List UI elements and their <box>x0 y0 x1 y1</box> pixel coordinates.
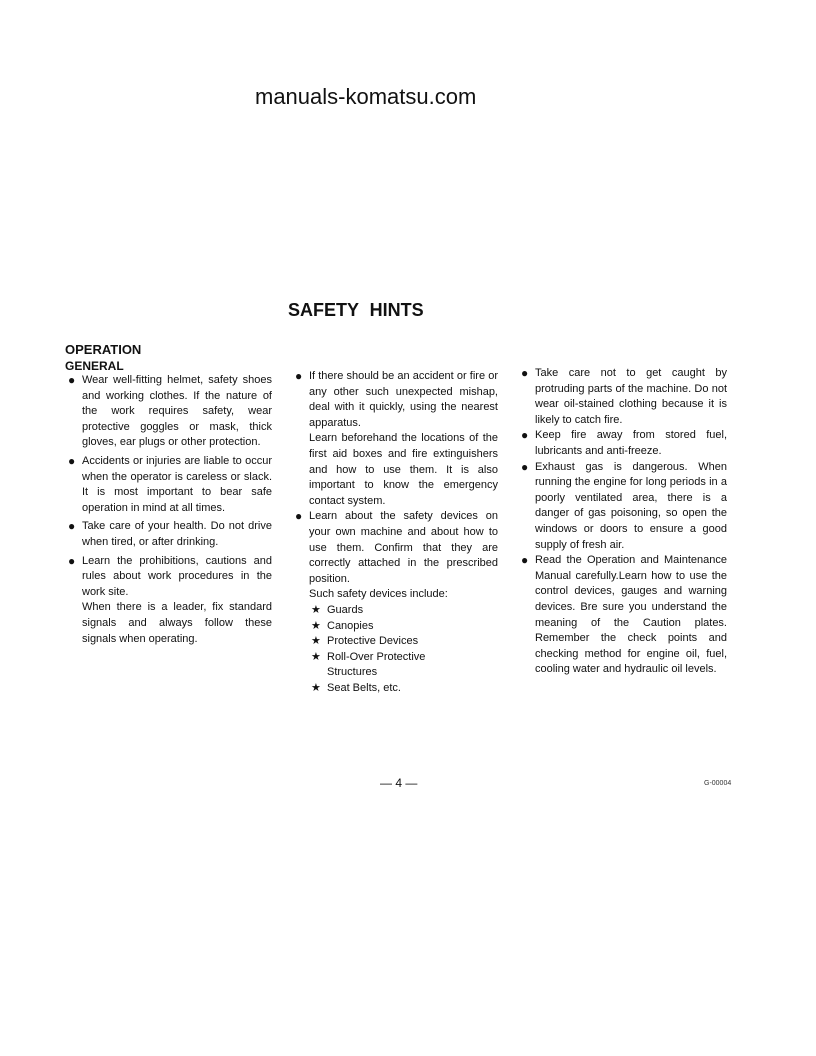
bullet-icon: ● <box>295 369 303 383</box>
list-item-continuation: Structures <box>327 666 378 679</box>
list-item: ● Learn the prohibitions, cautions and rules about work procedures in the work site. <box>68 553 272 598</box>
bullet-icon: ● <box>68 453 76 468</box>
star-icon: ★ <box>311 619 321 632</box>
paragraph: When there is a leader, fix standard signals and always follow these signals when operating. <box>82 601 272 645</box>
list-item: ● If there should be an accident or fire or any other such unexpected mishap, deal with it quickly, using the nearest apparatus. <box>295 369 498 429</box>
star-icon: ★ <box>311 650 321 663</box>
list-item: ★ Protective Devices <box>295 634 498 650</box>
list-item: ★ Roll-Over Protective <box>295 650 498 666</box>
star-icon: ★ <box>311 681 321 694</box>
list-item: ● Keep fire away from stored fuel, lubricants and anti-freeze. <box>521 428 727 457</box>
bullet-icon: ● <box>295 509 303 524</box>
list-item: ● Read the Operation and Maintenance Manual carefully.Learn how to use the control devices, gauges and warning devices. Bre sure you understand the meaning of the Caution plates. Remember the check points and checking method for engine oil, fuel, cooling water and hydraulic oil levels. <box>521 553 727 676</box>
bullet-icon: ● <box>68 553 76 568</box>
list-item: ● Take care not to get caught by protruding parts of the machine. Do not wear oil-stained clothing because it is likely to catch fire. <box>521 366 727 426</box>
bullet-icon: ● <box>521 459 529 474</box>
star-icon: ★ <box>311 603 321 616</box>
list-item: ★ Seat Belts, etc. <box>295 681 498 697</box>
column-2 <box>295 369 498 696</box>
document-code: G-00004 <box>704 780 732 787</box>
list-item: ● Wear well-fitting helmet, safety shoes and working clothes. If the nature of the work requires safety, wear protective goggles or mask, thick gloves, ear plugs or other protection. <box>68 373 272 449</box>
bullet-icon: ● <box>68 519 76 534</box>
paragraph: Such safety devices include: <box>309 588 448 601</box>
list-item: ★ Canopies <box>295 619 498 635</box>
list-item: ● Learn about the safety devices on your own machine and about how to use them. Confirm that they are correctly attached in the prescribed position. <box>295 509 498 585</box>
section-heading: OPERATION <box>65 342 142 357</box>
page-title: SAFETY HINTS <box>288 300 424 320</box>
bullet-icon: ● <box>521 553 529 568</box>
list-item: ● Take care of your health. Do not drive when tired, or after drinking. <box>68 519 272 548</box>
subsection-heading: GENERAL <box>65 359 124 373</box>
column-1 <box>68 373 272 647</box>
list-item: ★ Guards <box>295 603 498 619</box>
star-icon: ★ <box>311 635 321 648</box>
list-item: ● Exhaust gas is dangerous. When running the engine for long periods in a poorly ventilated area, there is a danger of gas poisoning, so open the windows or doors to ensure a good supply of fresh air. <box>521 459 727 551</box>
watermark: manuals-komatsu.com <box>255 84 477 109</box>
page-number: — 4 — <box>380 776 418 790</box>
column-3 <box>521 366 727 678</box>
bullet-icon: ● <box>68 373 76 387</box>
paragraph: Learn beforehand the locations of the first aid boxes and fire extinguishers and how to use them. It is also important to know the emergency contact system. <box>309 432 498 507</box>
bullet-icon: ● <box>521 366 529 380</box>
bullet-icon: ● <box>521 428 529 443</box>
list-item: ● Accidents or injuries are liable to occur when the operator is careless or slack. It is most important to bear safe operation in mind at all times. <box>68 453 272 514</box>
